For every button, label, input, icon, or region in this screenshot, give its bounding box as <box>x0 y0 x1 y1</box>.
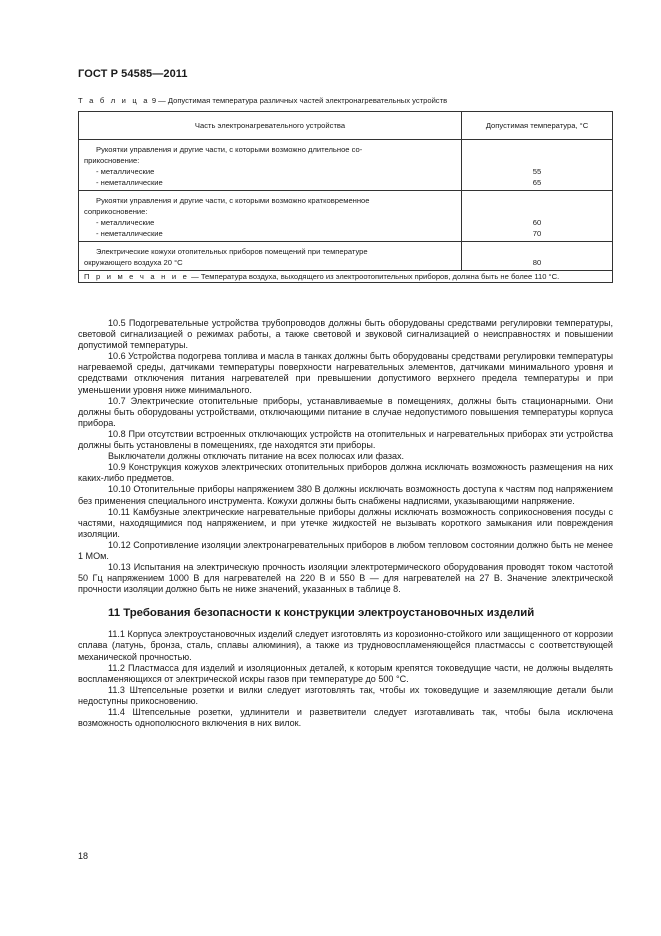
table-row <box>79 140 613 191</box>
table-note <box>79 271 613 283</box>
paragraph-10-7: 10.7 Электрические отопительные приборы, устанавливаемые в помещениях, должны быть стационарными. Они должны быть оборудованы устройствами, отключающими питание в случае недопустимого повышения температуры корпуса прибора. <box>78 395 613 428</box>
table-caption-text: 9 — Допустимая температура различных частей электронагревательных устройств <box>149 96 448 105</box>
column-header-temperature: Допустимая температура, °С <box>462 112 613 140</box>
table-note-text: — Температура воздуха, выходящего из электроотопительных приборов, должна быть не более 110 °С. <box>189 272 560 281</box>
table-row <box>79 242 613 271</box>
page-number: 18 <box>78 851 89 861</box>
paragraph-10-6: 10.6 Устройства подогрева топлива и масла в танках должны быть оборудованы средствами регулировки температуры нагреваемой среды, датчиками температуры поверхности нагревательных элементов, датчиками минимального уровня и средствами отключения питания нагревателей при превышении допустимого верхнего предела температуры и при уменьшении уровня ниже минимального. <box>78 351 613 395</box>
paragraph-10-10: 10.10 Отопительные приборы напряжением 380 В должны исключать возможность доступа к частям под напряжением без применения специального инструмента. Кожухи должны быть снабжены надписями, указывающими напряжение. <box>78 484 613 506</box>
row-title-line: окружающего воздуха 20 °С <box>84 258 183 267</box>
row-title-line: соприкосновение: <box>84 207 148 216</box>
row-value: 65 <box>532 178 542 187</box>
paragraph-11-4: 11.4 Штепсельные розетки, удлинители и разветвители следует изготавливать так, чтобы была исключена возможность однополюсного включения в них вилок. <box>78 707 613 729</box>
table-note-row <box>79 271 613 283</box>
row-values <box>462 191 613 242</box>
paragraph-11-3: 11.3 Штепсельные розетки и вилки следует изготовлять так, чтобы их токоведущие и заземляющие детали были недоступны прикосновению. <box>78 684 613 706</box>
row-value: 55 <box>532 167 542 176</box>
row-title-line: Электрические кожухи отопительных приборов помещений при температуре <box>96 247 368 256</box>
row-title-line: Рукоятки управления и другие части, с которыми возможно длительное со- <box>96 145 363 154</box>
paragraph-10-13: 10.13 Испытания на электрическую прочность изоляции электротермического оборудования проводят током частотой 50 Гц напряжением 1000 В для нагревателей на 220 В и 550 В — для нагревателей на 27 В. Значение электрической прочности изоляции должно быть не ниже значений, указанных в таблице 8. <box>78 562 613 595</box>
row-item: - металлические <box>96 218 155 227</box>
paragraph-10-5: 10.5 Подогревательные устройства трубопроводов должны быть оборудованы средствами регулировки температуры, световой сигнализацией о режимах работы, а также световой и звуковой сигнализацией о неисправностях и повышении допустимой температуры. <box>78 318 613 351</box>
row-value: 70 <box>532 229 542 238</box>
paragraph-10-12: 10.12 Сопротивление изоляции электронагревательных приборов в любом тепловом состоянии должно быть не менее 1 МОм. <box>78 539 613 561</box>
column-header-part: Часть электронагревательного устройства <box>79 112 462 140</box>
row-title-line: прикосновение: <box>84 156 140 165</box>
paragraph-10-8: 10.8 При отсутствии встроенных отключающих устройств на отопительных и нагревательных приборах эти устройства должны быть установлены в помещениях, где находятся эти приборы. <box>78 428 613 451</box>
paragraph-10-11: 10.11 Камбузные электрические нагревательные приборы должны исключать возможность соприкосновения посуды с частями, находящимися под напряжением, и при утечке жидкостей не вызывать короткого замыкания или повреждения изоляции. <box>78 506 613 539</box>
row-item: - металлические <box>96 167 155 176</box>
row-description <box>79 191 462 242</box>
table-caption <box>78 96 618 105</box>
row-title-line: Рукоятки управления и другие части, с которыми возможно кратковременное <box>96 196 370 205</box>
row-description <box>79 242 462 271</box>
paragraph-10-9: 10.9 Конструкция кожухов электрических отопительных приборов должна исключать возможность размещения на них каких-либо предметов. <box>78 462 613 484</box>
table-row <box>79 191 613 242</box>
table-caption-label: Т а б л и ц а <box>78 96 150 105</box>
row-value: 60 <box>532 218 542 227</box>
paragraph-11-2: 11.2 Пластмасса для изделий и изоляционных деталей, к которым крепятся токоведущие части, не должны выделять воспламеняющихся от электрической искры газов при температуре до 500 °С. <box>78 662 613 684</box>
body-text <box>78 318 613 729</box>
table-header-row <box>79 112 613 140</box>
row-description <box>79 140 462 191</box>
row-value: 80 <box>532 258 542 267</box>
table-note-label: П р и м е ч а н и е <box>84 272 189 281</box>
paragraph-10-8-switches: Выключатели должны отключать питание на всех полюсах или фазах. <box>108 451 405 462</box>
row-values <box>462 140 613 191</box>
row-values <box>462 242 613 271</box>
section-11-heading: 11 Требования безопасности к конструкции электроустановочных изделий <box>108 607 535 620</box>
temperature-table <box>78 111 613 283</box>
paragraph-11-1: 11.1 Корпуса электроустановочных изделий следует изготовлять из корозионно-стойкого или защищенного от коррозии сплава (латунь, бронза, сталь, сплавы алюминия), а также из трудновоспламеняющейся пластмассы с соответствующей механической прочностью. <box>78 629 613 662</box>
document-id: ГОСТ Р 54585—2011 <box>78 68 188 80</box>
row-item: - неметаллические <box>96 229 163 238</box>
row-item: - неметаллические <box>96 178 163 187</box>
